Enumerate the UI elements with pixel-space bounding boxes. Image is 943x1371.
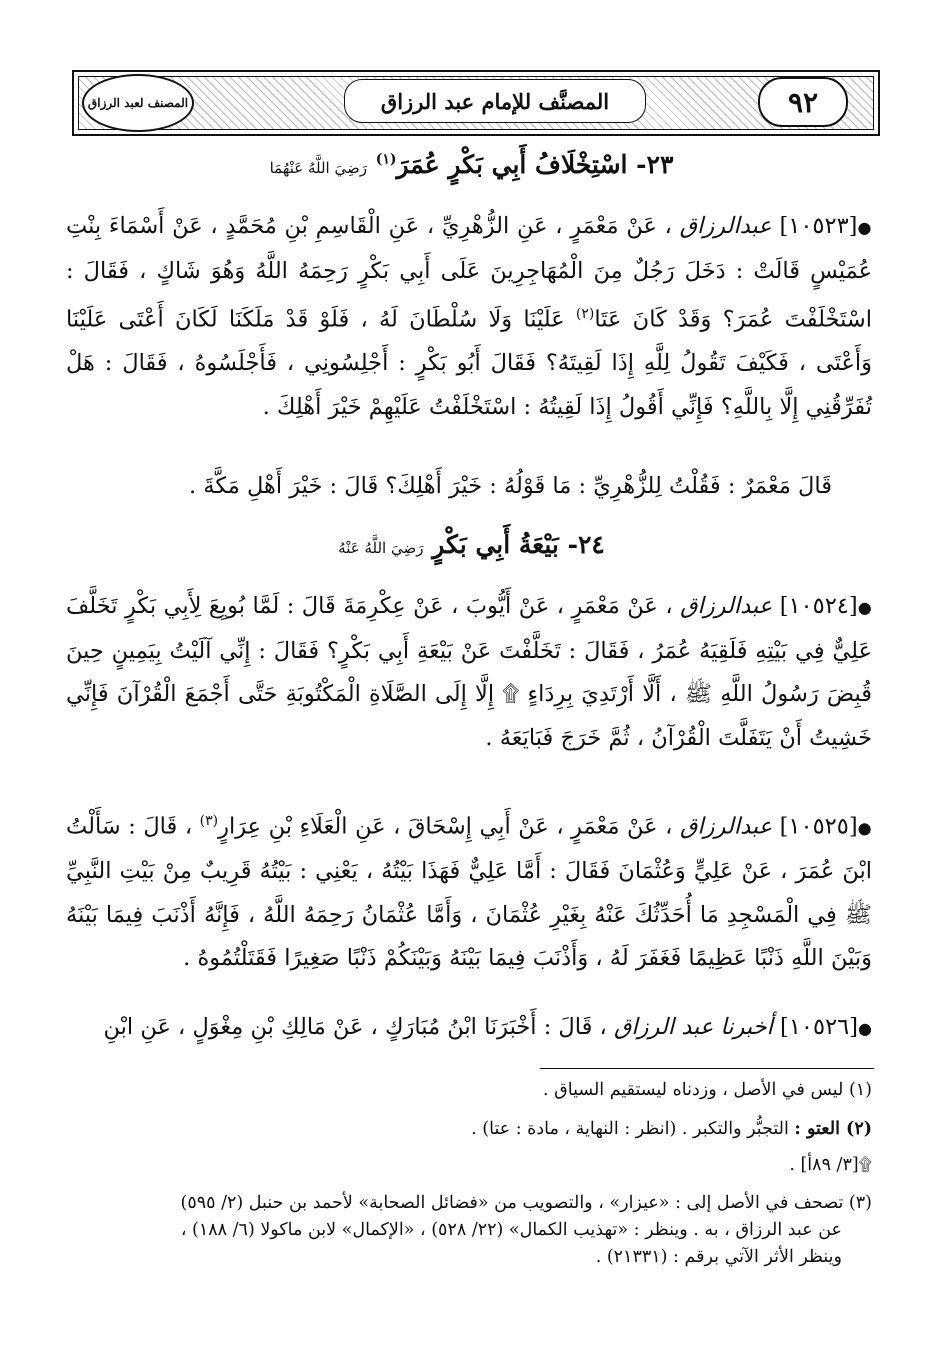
manuscript-folio-ref: ۩[٣/ ٨٩أ] . <box>789 1155 872 1175</box>
hadith-number: [١٠٥٢٣] <box>779 213 858 239</box>
hadith-10524 <box>66 585 872 760</box>
footnote-2 <box>66 1116 872 1143</box>
book-title: المصنَّف للإمام عبد الرزاق <box>380 88 610 114</box>
header-title-box <box>344 79 646 123</box>
hadith-text: ، قَالَ : أَخْبَرَنَا ابْنُ مُبَارَكٍ ، عَنْ مَالِكِ بْنِ مِغْوَلٍ ، عَنِ ابْنِ <box>103 1014 607 1040</box>
footnote-3-line-2: عن عبد الرزاق ، به . وينظر : «تهذيب الكمال» (٢٢/ ٥٢٨) ، «الإكمال» لابن ماكولا (٦/ ١٨٨) ، <box>180 1220 842 1240</box>
header-seal <box>82 74 194 132</box>
section-24-title: ٢٤- بَيْعَةُ أَبِي بَكْرٍ <box>432 530 605 559</box>
footnote-2-label: (٢) العتو : <box>794 1119 872 1139</box>
footnote-separator <box>540 1068 874 1069</box>
footnote-3 <box>66 1190 872 1271</box>
section-23-footnote-ref: (١) <box>375 151 397 168</box>
hadith-10526 <box>66 1006 872 1051</box>
hadith-text-continued: عَلَيْنَا وَلَا سُلْطَانَ لَهُ ، فَلَوْ قَدْ مَلَكَنَا لَكَانَ أَعْتَى عَلَيْنَا وَأَعْتَى ، فَكَيْفَ تَقُولُ لِلَّهِ إِذَا لَقِيتَهُ؟ فَقَالَ أَبُو بَكْرٍ : أَجْلِسُونِي ، فَأَجْلَسُوهُ ، فَقَالَ : هَلْ تُفَرِّقُنِي إِلَّا بِاللَّهِ؟ فَإِنِّي أَقُولُ إِذَا لَقِيتُهُ : اسْتَخْلَفْتُ عَلَيْهِمْ خَيْرَ أَهْلِكَ . <box>66 306 872 420</box>
hadith-text: ، عَنْ مَعْمَرٍ ، عَنْ أَيُّوبَ ، عَنْ عِكْرِمَةَ قَالَ : لَمَّا بُويِعَ لِأَبِي بَكْرٍ تَخَلَّفَ عَلِيٌّ فِي بَيْتِهِ فَلَقِيَهُ عُمَرُ ، فَقَالَ : تَخَلَّفْتَ عَنْ بَيْعَةِ أَبِي بَكْرٍ؟ فَقَالَ : إِنِّي آلَيْتُ بِيَمِينٍ حِينَ قُبِضَ رَسُولُ اللَّهِ ﷺ ، أَلَّا أَرْتَدِيَ بِرِدَاءٍ ۩ إِلَّا إِلَى الصَّلَاةِ الْمَكْتُوبَةِ حَتَّى أَجْمَعَ الْقُرْآنَ فَإِنِّي خَشِيتُ أَنْ يَتَفَلَّتَ الْقُرْآنُ ، ثُمَّ خَرَجَ فَبَايَعَهُ . <box>66 593 872 751</box>
section-23-heading <box>0 150 943 179</box>
hadith-number: [١٠٥٢٦] <box>780 1014 859 1040</box>
page-number: ٩٢ <box>787 85 819 119</box>
hadith-text-continued: ، قَالَ : سَأَلْتُ ابْنَ عُمَرَ ، عَنْ عَلِيٍّ وَعُثْمَانَ فَقَالَ : أَمَّا عَلِيٌّ فَهَذَا بَيْتُهُ ، يَعْنِي : بَيْتُهُ قَرِيبٌ مِنْ بَيْتِ النَّبِيِّ ﷺ فِي الْمَسْجِدِ مَا أُحَدِّثُكَ عَنْهُ بِغَيْرِ عُثْمَانَ ، وَأَمَّا عُثْمَانُ رَحِمَهُ اللَّهُ ، فَإِنَّهُ أَذْنَبَ فِيمَا بَيْنَهُ وَبَيْنَ اللَّهِ ذَنْبًا عَظِيمًا فَغَفَرَ لَهُ ، وَأَذْنَبَ فِيمَا بَيْنَهُ وَبَيْنَكُمْ ذَنْبًا صَغِيرًا فَقَتَلْتُمُوهُ . <box>66 813 872 971</box>
footnote-3-line-3: وينظر الأثر الآتي برقم : (٢١٣٣١) . <box>595 1247 842 1267</box>
narrator-name: عبدالرزاق <box>679 813 773 840</box>
header-seal-text: المصنف لعبد الرزاق <box>87 96 189 110</box>
footnote-1 <box>66 1077 872 1104</box>
bullet: ● <box>857 598 872 617</box>
hadith-10523 <box>66 205 872 429</box>
footnote-2-text: التجبُّر والتكبر . (انظر : النهاية ، مادة : عتا) . <box>471 1119 789 1139</box>
narrator-name: عبدالرزاق <box>680 593 773 619</box>
narrator-name: أخبرنا عبد الرزاق <box>613 1014 773 1040</box>
commentary-text: قَالَ مَعْمَرٌ : فَقُلْتُ لِلزُّهْرِيِّ : مَا قَوْلُهُ : خَيْرَ أَهْلِكَ؟ قَالَ : خَيْرَ أَهْلِ مَكَّةَ . <box>188 473 832 499</box>
bullet: ● <box>857 818 872 838</box>
section-23-honorific: رَضِيَ اللَّهُ عَنْهُمَا <box>269 159 367 177</box>
hadith-text: ، عَنْ مَعْمَرٍ ، عَنِ الزُّهْرِيِّ ، عَنِ الْقَاسِمِ بْنِ مُحَمَّدٍ ، عَنْ أَسْمَاءَ بِنْتِ عُمَيْسٍ قَالَتْ : دَخَلَ رَجُلٌ مِنَ الْمُهَاجِرِينَ عَلَى أَبِي بَكْرٍ رَحِمَهُ اللَّهُ وَهُوَ شَاكٍ ، فَقَالَ : اسْتَخْلَفْتَ عُمَرَ؟ وَقَدْ كَانَ عَتَا <box>66 213 872 333</box>
page-number-box <box>758 77 848 127</box>
narrator-name: عبدالرزاق <box>679 213 772 239</box>
hadith-text: ، عَنْ مَعْمَرٍ ، عَنْ أَبِي إِسْحَاقَ ، عَنِ الْعَلَاءِ بْنِ عِرَارٍ <box>218 813 673 840</box>
hadith-10525 <box>66 800 872 981</box>
footnote-1-text: (١) ليس في الأصل ، وزدناه ليستقيم السياق . <box>543 1080 872 1100</box>
footnote-ref-2: (٢) <box>575 306 595 322</box>
footnote-ref-3: (٣) <box>199 813 219 829</box>
footnote-3-line-1: (٣) تصحف في الأصل إلى : «عيزار» ، والتصويب من «فضائل الصحابة» لأحمد بن حنبل (٢/ ٥٩٥) <box>180 1193 872 1213</box>
section-23-title: ٢٣- اسْتِخْلَافُ أَبِي بَكْرٍ عُمَرَ <box>396 150 674 179</box>
hadith-10523-commentary <box>66 465 872 508</box>
hadith-number: [١٠٥٢٤] <box>779 593 858 619</box>
section-24-honorific: رَضِيَ اللَّهُ عَنْهُ <box>338 539 424 557</box>
section-24-heading <box>0 530 943 559</box>
bullet: ● <box>858 1019 872 1038</box>
bullet: ● <box>857 218 872 237</box>
page-header <box>72 70 880 136</box>
footnote-manuscript-mark <box>66 1152 872 1179</box>
hadith-number: [١٠٥٢٥] <box>779 813 858 840</box>
